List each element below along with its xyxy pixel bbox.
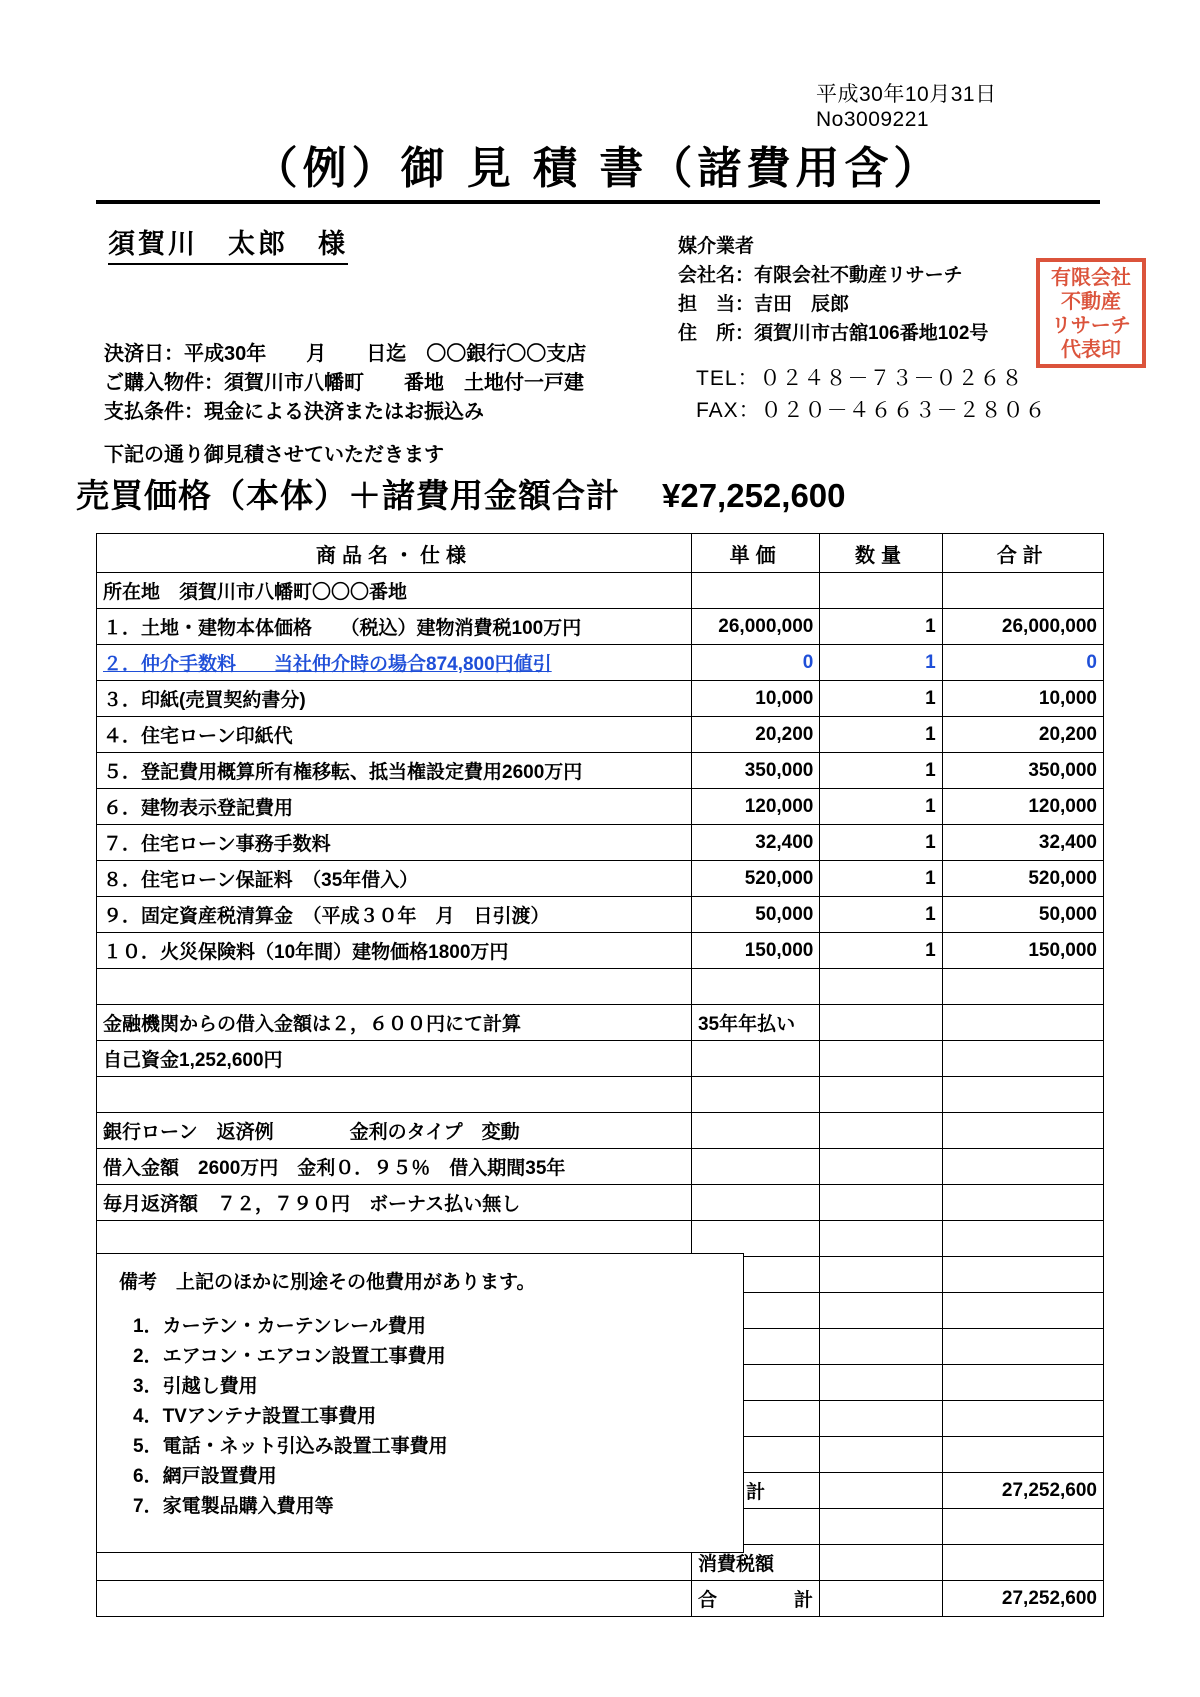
- agent-company-label: 会社名：: [678, 265, 755, 286]
- cell-amount: [942, 1041, 1103, 1077]
- agent-person-label: 担 当：: [678, 294, 755, 315]
- cell-quantity: [820, 1149, 942, 1185]
- agent-heading: 媒介業者: [678, 236, 755, 257]
- grand-total-line: [76, 470, 846, 517]
- agent-person-value: 吉田 辰郎: [754, 294, 850, 315]
- cell-quantity: 1: [820, 609, 942, 645]
- cell-quantity: [820, 1437, 942, 1473]
- cell-quantity: [820, 1185, 942, 1221]
- cell-quantity: 1: [820, 645, 942, 681]
- col-header-qty: 数量: [820, 534, 942, 573]
- table-row: [97, 933, 1104, 969]
- table-row: [97, 681, 1104, 717]
- cell-unit-price: 520,000: [691, 861, 819, 897]
- cell-quantity: 1: [820, 825, 942, 861]
- table-row: [97, 717, 1104, 753]
- cell-amount: 0: [942, 645, 1103, 681]
- cell-amount: [942, 1149, 1103, 1185]
- cell-quantity: [820, 1473, 942, 1509]
- cell-quantity: [820, 1077, 942, 1113]
- col-header-sum: 合計: [942, 534, 1103, 573]
- cell-amount: 10,000: [942, 681, 1103, 717]
- cell-unit-price: 消費税額: [691, 1545, 819, 1581]
- cell-amount: 150,000: [942, 933, 1103, 969]
- stamp-line-3: リサーチ: [1051, 315, 1131, 337]
- cell-quantity: 1: [820, 897, 942, 933]
- agent-block: [678, 232, 988, 348]
- company-seal-stamp-icon: [1036, 258, 1146, 368]
- document-number: No3009221: [816, 108, 930, 131]
- cell-quantity: [820, 1257, 942, 1293]
- cell-quantity: [820, 573, 942, 609]
- cell-amount: [942, 1509, 1103, 1545]
- stamp-line-2: 不動産: [1061, 291, 1121, 313]
- cell-amount: 26,000,000: [942, 609, 1103, 645]
- cell-unit-price: 10,000: [691, 681, 819, 717]
- table-row: [97, 861, 1104, 897]
- cell-quantity: 1: [820, 933, 942, 969]
- table-row: [97, 1113, 1104, 1149]
- cell-item-name: ４．住宅ローン印紙代: [97, 717, 692, 753]
- cell-quantity: [820, 1581, 942, 1617]
- cell-amount: [942, 1077, 1103, 1113]
- cell-amount: [942, 969, 1103, 1005]
- agent-company-value: 有限会社不動産リサーチ: [754, 265, 963, 286]
- cell-item-name: [97, 1581, 692, 1617]
- estimate-note: 下記の通り御見積させていただきます: [104, 444, 444, 466]
- cell-unit-price: 0: [691, 645, 819, 681]
- cell-unit-price: 350,000: [691, 753, 819, 789]
- cell-unit-price: [691, 1113, 819, 1149]
- list-item: 5．電話・ネット引込み設置工事費用: [133, 1436, 448, 1457]
- cell-item-name: 金融機関からの借入金額は２，６００円にて計算: [97, 1005, 692, 1041]
- cell-quantity: 1: [820, 681, 942, 717]
- cell-unit-price: 計: [691, 1473, 819, 1509]
- agent-contact-block: [696, 363, 1047, 427]
- stamp-line-1: 有限会社: [1051, 267, 1131, 289]
- col-header-name: 商品名・仕様: [97, 534, 692, 573]
- agent-tel: TEL：０２４８－７３－０２６８: [696, 367, 1024, 390]
- cell-item-name: ５．登記費用概算所有権移転、抵当権設定費用2600万円: [97, 753, 692, 789]
- cell-amount: 27,252,600: [942, 1473, 1103, 1509]
- table-row: [97, 897, 1104, 933]
- cell-item-name: [97, 1221, 692, 1257]
- table-row: [97, 1221, 1104, 1257]
- cell-quantity: 1: [820, 789, 942, 825]
- cell-amount: [942, 1437, 1103, 1473]
- cell-amount: [942, 1185, 1103, 1221]
- cell-amount: [942, 1293, 1103, 1329]
- col-header-unit: 単価: [691, 534, 819, 573]
- cell-quantity: [820, 969, 942, 1005]
- cell-unit-price: 150,000: [691, 933, 819, 969]
- settlement-date-line: 決済日：平成30年 月 日迄 〇〇銀行〇〇支店: [104, 343, 587, 365]
- cell-unit-price: 32,400: [691, 825, 819, 861]
- cell-quantity: 1: [820, 861, 942, 897]
- table-header-row: [97, 534, 1104, 573]
- cell-amount: 520,000: [942, 861, 1103, 897]
- table-row: [97, 1149, 1104, 1185]
- cell-item-name: ６．建物表示登記費用: [97, 789, 692, 825]
- cell-quantity: [820, 1005, 942, 1041]
- table-row: [97, 1077, 1104, 1113]
- cell-unit-price: [691, 1041, 819, 1077]
- table-row: [97, 1581, 1104, 1617]
- cell-item-name: [97, 1077, 692, 1113]
- stamp-line-4: 代表印: [1061, 339, 1121, 361]
- cell-quantity: [820, 1041, 942, 1077]
- cell-amount: 350,000: [942, 753, 1103, 789]
- table-row: [97, 1005, 1104, 1041]
- customer-name: 須賀川 太郎 様: [108, 222, 348, 265]
- list-item: 6．網戸設置費用: [133, 1466, 277, 1487]
- cell-unit-price: [691, 969, 819, 1005]
- cell-amount: [942, 1221, 1103, 1257]
- table-row: [97, 1041, 1104, 1077]
- agent-person-row: [678, 290, 988, 319]
- cell-amount: 50,000: [942, 897, 1103, 933]
- cell-unit-price: [691, 1185, 819, 1221]
- cell-unit-price: 合 計: [691, 1581, 819, 1617]
- list-item: 4．TVアンテナ設置工事費用: [133, 1406, 377, 1427]
- cell-amount: [942, 1545, 1103, 1581]
- agent-fax: FAX：０２０－４６６３－２８０６: [696, 399, 1047, 422]
- grand-total-label: 売買価格（本体）＋諸費用金額合計: [76, 477, 620, 514]
- cell-unit-price: 50,000: [691, 897, 819, 933]
- agent-address-label: 住 所：: [678, 323, 755, 344]
- cell-unit-price: [691, 1077, 819, 1113]
- cell-unit-price: 20,200: [691, 717, 819, 753]
- cell-unit-price: 35年年払い: [691, 1005, 819, 1041]
- cell-unit-price: 26,000,000: [691, 609, 819, 645]
- cell-quantity: [820, 1509, 942, 1545]
- cell-amount: 20,200: [942, 717, 1103, 753]
- page-title: （例）御 見 積 書（諸費用含）: [253, 144, 943, 193]
- list-item: 3．引越し費用: [133, 1376, 258, 1397]
- cell-amount: 27,252,600: [942, 1581, 1103, 1617]
- cell-item-name: ８．住宅ローン保証料 （35年借入）: [97, 861, 692, 897]
- list-item: 2．エアコン・エアコン設置工事費用: [133, 1346, 446, 1367]
- cell-item-name: ３．印紙(売買契約書分): [97, 681, 692, 717]
- cell-item-name: 所在地 須賀川市八幡町〇〇〇番地: [97, 573, 692, 609]
- cell-quantity: 1: [820, 717, 942, 753]
- table-row: [97, 789, 1104, 825]
- table-row: [97, 645, 1104, 681]
- cell-quantity: 1: [820, 753, 942, 789]
- cell-item-name: ２．仲介手数料 当社仲介時の場合874,800円値引: [97, 645, 692, 681]
- table-row: [97, 609, 1104, 645]
- cell-quantity: [820, 1221, 942, 1257]
- list-item: 7．家電製品購入費用等: [133, 1496, 334, 1517]
- cell-quantity: [820, 1545, 942, 1581]
- cell-quantity: [820, 1401, 942, 1437]
- grand-total-value: ¥27,252,600: [662, 477, 846, 514]
- cell-unit-price: [691, 573, 819, 609]
- cell-item-name: １０．火災保険料（10年間）建物価格1800万円: [97, 933, 692, 969]
- title-block: [96, 132, 1100, 204]
- cell-quantity: [820, 1113, 942, 1149]
- cell-quantity: [820, 1293, 942, 1329]
- cell-item-name: 毎月返済額 ７２，７９０円 ボーナス払い無し: [97, 1185, 692, 1221]
- list-item: 1．カーテン・カーテンレール費用: [133, 1316, 426, 1337]
- document-date: 平成30年10月31日: [816, 83, 997, 106]
- cell-item-name: ９．固定資産税清算金 （平成３０年 月 日引渡）: [97, 897, 692, 933]
- cell-amount: 32,400: [942, 825, 1103, 861]
- cell-item-name: １．土地・建物本体価格 （税込）建物消費税100万円: [97, 609, 692, 645]
- cell-item-name: 自己資金1,252,600円: [97, 1041, 692, 1077]
- table-row: [97, 753, 1104, 789]
- cell-unit-price: [691, 1149, 819, 1185]
- table-row: [97, 969, 1104, 1005]
- cell-quantity: [820, 1365, 942, 1401]
- cell-amount: [942, 1005, 1103, 1041]
- cell-amount: [942, 1257, 1103, 1293]
- cell-amount: [942, 1401, 1103, 1437]
- agent-address-row: [678, 319, 988, 348]
- cell-unit-price: [691, 1221, 819, 1257]
- cell-item-name: 借入金額 2600万円 金利０．９５％ 借入期間35年: [97, 1149, 692, 1185]
- cell-item-name: 銀行ローン 返済例 金利のタイプ 変動: [97, 1113, 692, 1149]
- terms-block: [104, 340, 586, 427]
- table-row: [97, 573, 1104, 609]
- cell-amount: [942, 1113, 1103, 1149]
- cell-item-name: [97, 969, 692, 1005]
- cell-amount: [942, 1365, 1103, 1401]
- cell-quantity: [820, 1329, 942, 1365]
- cell-item-name: ７．住宅ローン事務手数料: [97, 825, 692, 861]
- payment-terms-line: 支払条件：現金による決済またはお振込み: [104, 401, 484, 423]
- remarks-title: 備考 上記のほかに別途その他費用があります。: [119, 1272, 536, 1293]
- agent-address-value: 須賀川市古舘106番地102号: [754, 323, 989, 344]
- remarks-box: [96, 1253, 744, 1553]
- cell-amount: [942, 573, 1103, 609]
- property-line: ご購入物件：須賀川市八幡町 番地 土地付一戸建: [104, 372, 584, 394]
- cell-unit-price: 120,000: [691, 789, 819, 825]
- cell-amount: [942, 1329, 1103, 1365]
- table-row: [97, 825, 1104, 861]
- cell-amount: 120,000: [942, 789, 1103, 825]
- table-row: [97, 1185, 1104, 1221]
- remarks-list: [119, 1314, 725, 1520]
- agent-company-row: [678, 261, 988, 290]
